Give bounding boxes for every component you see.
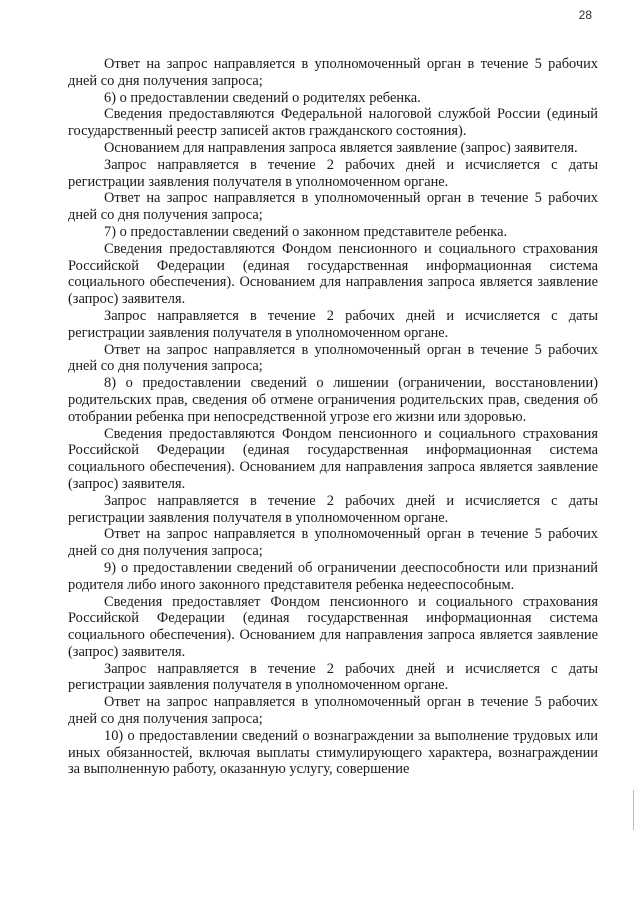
scan-margin-mark (633, 790, 634, 830)
paragraph: Ответ на запрос направляется в уполномоченный орган в течение 5 рабочих дней со дня получения запроса; (68, 526, 598, 560)
paragraph: Запрос направляется в течение 2 рабочих дней и исчисляется с даты регистрации заявления получателя в уполномоченном органе. (68, 492, 598, 526)
paragraph: Ответ на запрос направляется в уполномоченный орган в течение 5 рабочих дней со дня получения запроса; (68, 56, 598, 89)
paragraph: 8) о предоставлении сведений о лишении (ограничении, восстановлении) родительских прав, сведения об отмене ограничения родительских прав, сведения об отобрании ребенка при непосредственной угрозе его жизни или здоровью. (68, 375, 598, 425)
paragraph: Ответ на запрос направляется в уполномоченный орган в течение 5 рабочих дней со дня получения запроса; (68, 694, 598, 728)
paragraph: Ответ на запрос направляется в уполномоченный орган в течение 5 рабочих дней со дня получения запроса; (68, 341, 598, 375)
paragraph: Сведения предоставляются Федеральной налоговой службой России (единый государственный реестр записей актов гражданского состояния). (68, 106, 598, 140)
paragraph: 10) о предоставлении сведений о вознаграждении за выполнение трудовых или иных обязанностей, включая выплаты стимулирующего характера, вознаграждении за выполненную работу, оказанную услугу, совершение (68, 727, 598, 778)
paragraph: Ответ на запрос направляется в уполномоченный орган в течение 5 рабочих дней со дня получения запроса; (68, 190, 598, 224)
paragraph: 6) о предоставлении сведений о родителях ребенка. (104, 89, 421, 106)
paragraph: 9) о предоставлении сведений об ограничении дееспособности или признаний родителя либо иного законного представителя ребенка недееспособным. (68, 559, 598, 593)
paragraph: Основанием для направления запроса является заявление (запрос) заявителя. (104, 139, 578, 156)
paragraph: Запрос направляется в течение 2 рабочих дней и исчисляется с даты регистрации заявления получателя в уполномоченном органе. (68, 660, 598, 694)
paragraph: Запрос направляется в течение 2 рабочих дней и исчисляется с даты регистрации заявления получателя в уполномоченном органе. (68, 307, 598, 341)
paragraph: Сведения предоставляет Фондом пенсионного и социального страхования Российской Федерации (единая государственная информационная система социального обеспечения). Основанием для направления запроса является заявление (запрос) заявителя. (68, 593, 598, 660)
paragraph: Сведения предоставляются Фондом пенсионного и социального страхования Российской Федерации (единая государственная информационная система социального обеспечения). Основанием для направления запроса является заявление (запрос) заявителя. (68, 240, 598, 308)
paragraph: 7) о предоставлении сведений о законном представителе ребенка. (104, 223, 508, 240)
paragraph: Запрос направляется в течение 2 рабочих дней и исчисляется с даты регистрации заявления получателя в уполномоченном органе. (68, 156, 598, 190)
paragraph: Сведения предоставляются Фондом пенсионного и социального страхования Российской Федерации (единая государственная информационная система социального обеспечения). Основанием для направления запроса является заявление (запрос) заявителя. (68, 425, 598, 492)
document-body (68, 56, 598, 778)
page-number: 28 (578, 8, 592, 22)
